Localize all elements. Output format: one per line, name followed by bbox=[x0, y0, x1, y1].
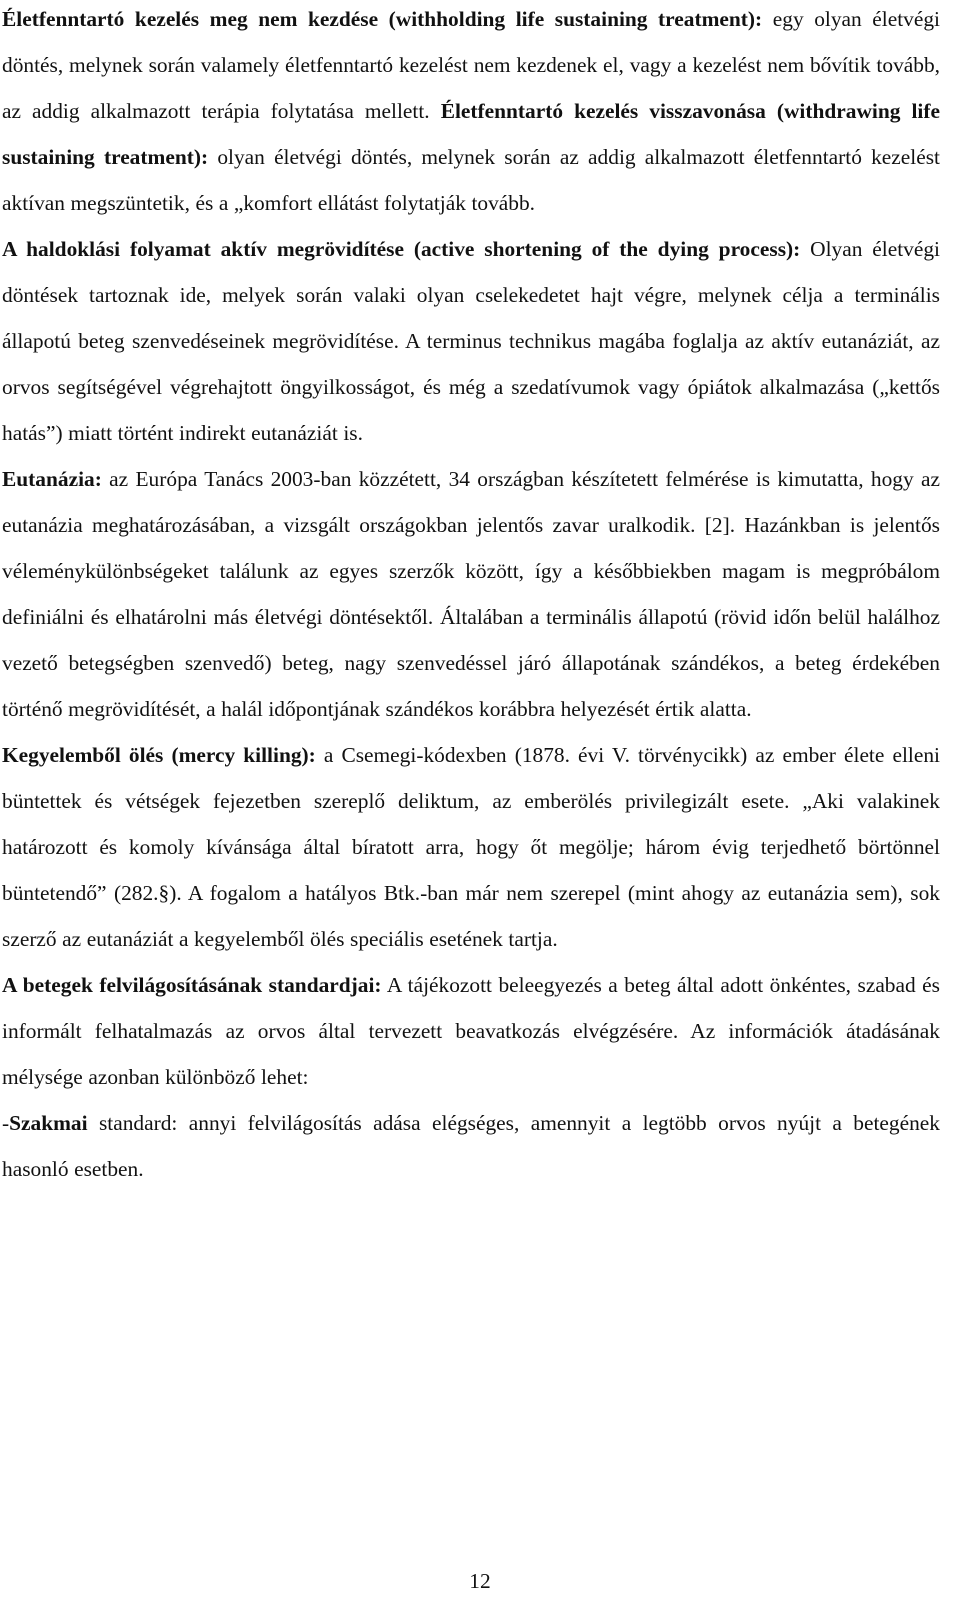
definition-active-shortening: Olyan életvégi döntések tartoznak ide, melyek során valaki olyan cselekedetet hajt végre, melynek célja a terminális állapotú beteg szenvedéseinek megrövidítése. A terminus technikus magába foglalja az aktív eutanáziát, az orvos segítségével végrehajtott öngyilkosságot, és még a szedatívumok vagy ópiátok alkalmazása („kettős hatás”) miatt történt indirekt eutanáziát is. bbox=[2, 237, 940, 445]
paragraph-mercy-killing bbox=[2, 732, 940, 962]
definition-withholding-treatment: egy olyan életvégi döntés, melynek során valamely életfenntartó kezelést nem kezdenek el, vagy a kezelést nem bővítik tovább, az addig alkalmazott terápia folytatása mellett. bbox=[2, 7, 940, 123]
paragraph-information-standards bbox=[2, 962, 940, 1100]
paragraph-life-sustaining-treatment bbox=[2, 0, 940, 226]
document-body bbox=[2, 0, 940, 1192]
term-active-shortening: A haldoklási folyamat aktív megrövidítése (active shortening of the dying process): bbox=[2, 237, 801, 261]
definition-information-standards: A tájékozott beleegyezés a beteg által adott önkéntes, szabad és informált felhatalmazás az orvos által tervezett beavatkozás elvégzésére. Az információk átadásának mélysége azonban különböző lehet: bbox=[2, 973, 941, 1089]
paragraph-euthanasia bbox=[2, 456, 940, 732]
list-dash: - bbox=[2, 1111, 10, 1135]
term-mercy-killing: Kegyelemből ölés (mercy killing): bbox=[2, 743, 316, 767]
paragraph-active-shortening bbox=[2, 226, 940, 456]
term-information-standards: A betegek felvilágosításának standardjai: bbox=[2, 973, 382, 997]
definition-euthanasia: az Európa Tanács 2003-ban közzétett, 34 országban készítetett felmérése is kimutatta, hogy az eutanázia meghatározásában, a vizsgált országokban jelentős zavar uralkodik. [2]. Hazánkban is jelentős véleménykülönbségeket találunk az egyes szerzők között, így a későbbiekben magam is megpróbálom definiálni és elhatárolni más életvégi döntésektől. Általában a terminális állapotú (rövid időn belül halálhoz vezető betegségben szenvedő) beteg, nagy szenvedéssel járó állapotának szándékos, a beteg érdekében történő megrövidítését, a halál időpontjának szándékos korábbra helyezését értik alatta. bbox=[2, 467, 940, 721]
definition-mercy-killing: a Csemegi-kódexben (1878. évi V. törvénycikk) az ember élete elleni büntettek és vétségek fejezetben szereplő deliktum, az emberölés privilegizált esete. „Aki valakinek határozott és komoly kívánsága által bíratott arra, hogy őt megölje; három évig terjedhető börtönnel büntetendő” (282.§). A fogalom a hatályos Btk.-ban már nem szerepel (mint ahogy az eutanázia sem), sok szerző az eutanáziát a kegyelemből ölés speciális esetének tartja. bbox=[2, 743, 940, 951]
term-withholding-treatment: Életfenntartó kezelés meg nem kezdése (withholding life sustaining treatment): bbox=[2, 7, 763, 31]
definition-professional-standard: standard: annyi felvilágosítás adása elégséges, amennyit a legtöbb orvos nyújt a betegének hasonló esetben. bbox=[2, 1111, 940, 1181]
term-professional-standard: Szakmai bbox=[9, 1111, 88, 1135]
term-euthanasia: Eutanázia: bbox=[2, 467, 102, 491]
term-withdrawing-treatment: Életfenntartó kezelés visszavonása (withdrawing life sustaining treatment): bbox=[2, 99, 940, 169]
paragraph-professional-standard bbox=[2, 1100, 940, 1192]
definition-withdrawing-treatment: olyan életvégi döntés, melynek során az addig alkalmazott életfenntartó kezelést aktívan megszüntetik, és a „komfort ellátást folytatják tovább. bbox=[2, 145, 940, 215]
page-number: 12 bbox=[469, 1569, 491, 1593]
